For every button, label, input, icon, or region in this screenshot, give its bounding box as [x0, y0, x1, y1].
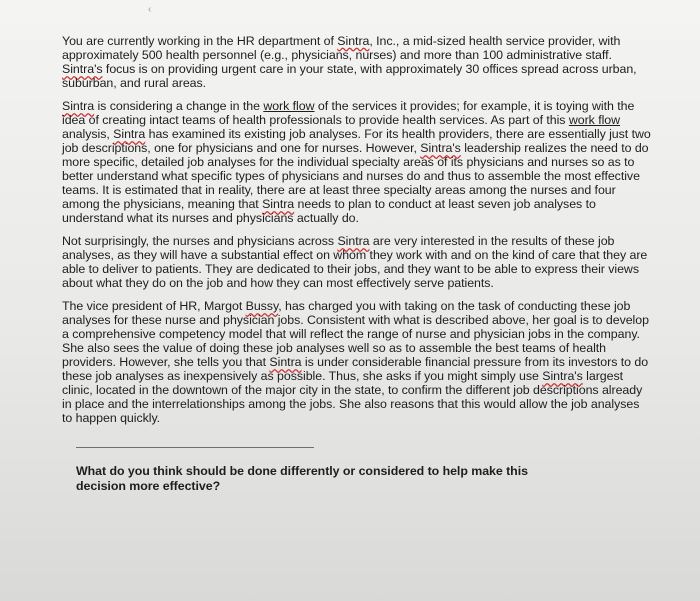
text-run: focus is on providing urgent care in your state, with approximately 30 offices spread across urban, suburban, and rural areas.	[62, 62, 637, 91]
spellcheck-flagged-word: Sintra	[269, 355, 302, 370]
spellcheck-flagged-word: Sintra	[337, 34, 370, 48]
text-run: leadership realizes the need to do more specific, detailed job analyses for the individual specialty areas of its physicians and nurses so as to better understand what specific types of physicians and nurses do and thus to assemble the most effective teams. It is estimated that in reality, there are at least three specialty areas among the nurses and four among the physicians, meaning that	[62, 141, 649, 212]
text-run: Not surprisingly, the nurses and physicians across	[62, 234, 338, 249]
spellcheck-flagged-word: Sintra's	[62, 62, 103, 77]
spellcheck-flagged-word: Bussy	[245, 299, 279, 314]
text-run: largest clinic, located in the downtown of the major city in the state, to confirm the different job descriptions already in place and the interrelationships among the jobs. She also reasons that this would allow the job analyses to happen quickly.	[62, 369, 643, 426]
underlined-term: work flow	[568, 113, 621, 128]
underlined-term: work flow	[263, 99, 315, 114]
document-body	[62, 34, 652, 493]
text-run: has examined its existing job analyses. For its health providers, there are essentially just two job descriptions, one for physicians and one for nurses. However,	[62, 127, 651, 156]
paragraph-1	[62, 34, 652, 90]
text-run: The vice president of HR, Margot	[62, 299, 246, 314]
spellcheck-flagged-word: Sintra's	[420, 141, 461, 156]
text-run: needs to plan to conduct at least seven job analyses to understand what its nurses and physicians actually do.	[62, 197, 596, 226]
paragraph-4	[62, 299, 652, 425]
text-run: , has charged you with taking on the task of conducting these job analyses for these nurse and physician jobs. Consistent with what is described above, her goal is to develop a comprehensive competency model that will reflect the range of nurse and physician jobs in the company. She also sees the value of doing these job analyses well so as to assemble the best teams of health providers. However, she tells you that	[62, 299, 649, 370]
spellcheck-flagged-word: Sintra	[113, 127, 146, 142]
text-run: , Inc., a mid-sized health service provider, with approximately 500 health personnel (e.g., physicians, nurses) and more than 100 administrative staff.	[62, 34, 621, 63]
spellcheck-flagged-word: Sintra	[62, 99, 95, 114]
paragraph-2	[62, 99, 652, 225]
text-run: of the services it provides; for example, it is toying with the idea of creating intact teams of health professionals to provide health services. As part of this	[62, 99, 635, 128]
page-corner-mark: ‹	[148, 4, 152, 15]
discussion-question: What do you think should be done differently or considered to help make this decision more effective?	[76, 464, 528, 493]
text-run: are very interested in the results of these job analyses, as they will have a substantial effect on whom they work with and on the kind of care that they are able to deliver to patients. They are dedicated to their jobs, and they want to be able to express their views about what they do on the job and how they can most effectively serve patients.	[62, 234, 648, 291]
spellcheck-flagged-word: Sintra	[337, 234, 370, 249]
text-run: is under considerable financial pressure from its investors to do these job analyses as inexpensively as possible. Thus, she asks if you might simply use	[62, 355, 649, 384]
spellcheck-flagged-word: Sintra	[262, 197, 295, 212]
answer-divider-line	[76, 447, 314, 448]
spellcheck-flagged-word: Sintra's	[542, 369, 583, 384]
text-run: analysis,	[62, 127, 114, 142]
text-run: You are currently working in the HR department of	[62, 34, 338, 48]
text-run: is considering a change in the	[94, 99, 264, 114]
paragraph-3	[62, 234, 652, 290]
